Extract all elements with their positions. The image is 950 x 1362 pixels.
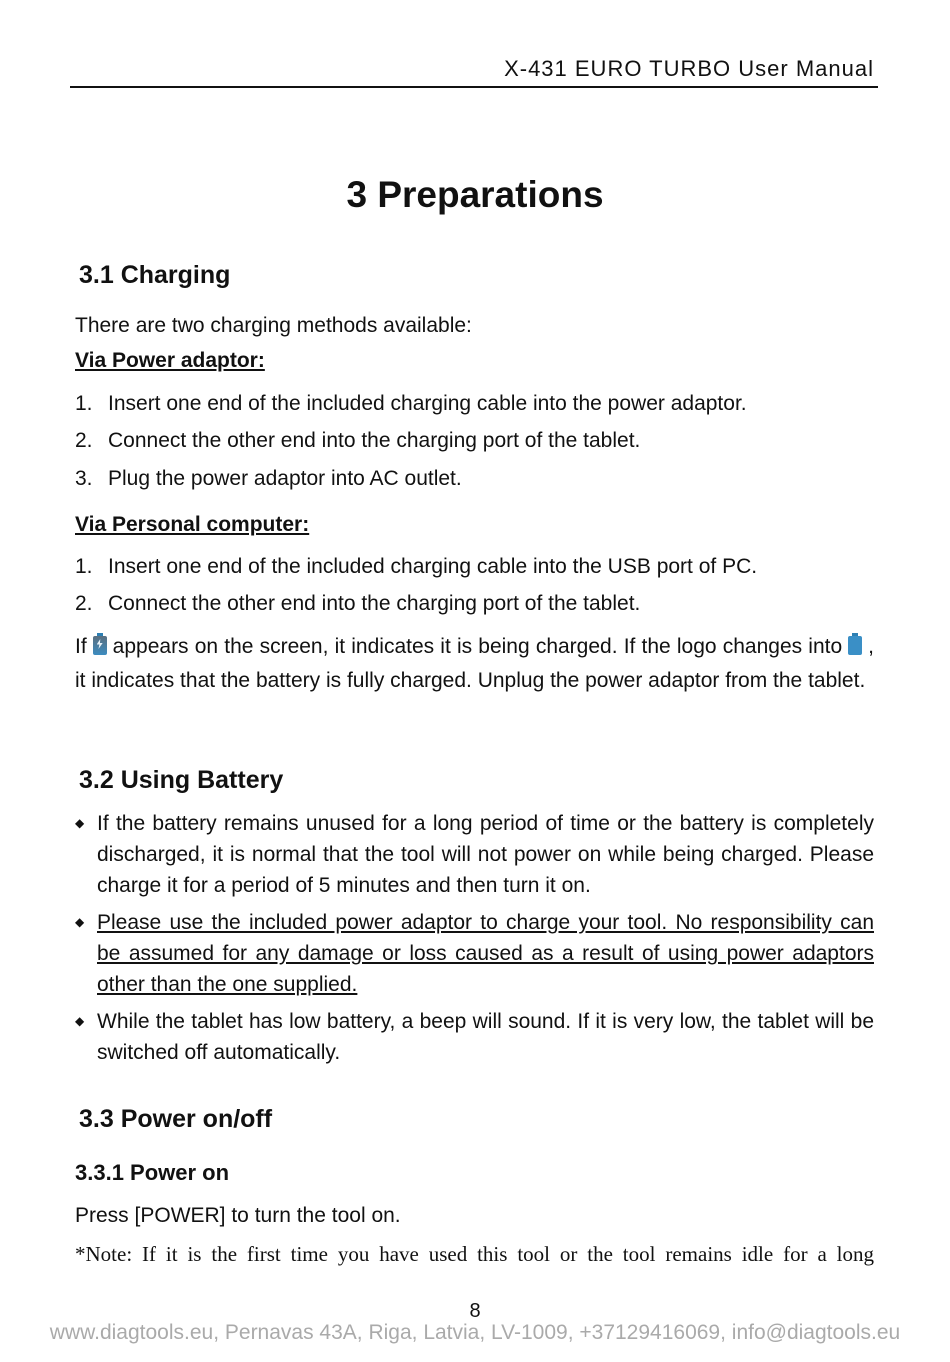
power-on-text: Press [POWER] to turn the tool on.	[75, 1204, 401, 1227]
list-item: ◆ If the battery remains unused for a long period of time or the battery is completely discharged, it is normal that the tool will not power on while being charged. Please charge it for a period of 5 minutes and then turn it on.	[75, 812, 874, 897]
list-item: 1. Insert one end of the included charging cable into the USB port of PC.	[75, 555, 758, 578]
list-item: 2. Connect the other end into the charging port of the tablet.	[75, 429, 641, 452]
section-3-2-heading: 3.2 Using Battery	[79, 766, 284, 794]
list-item: 2. Connect the other end into the charging port of the tablet.	[75, 592, 641, 615]
manual-title: X-431 EURO TURBO User Manual	[504, 56, 874, 81]
chapter-title: 3 Preparations	[346, 174, 604, 215]
pc-subheading: Via Personal computer:	[75, 513, 310, 536]
list-item: 1. Insert one end of the included charging cable into the power adaptor.	[75, 392, 747, 415]
section-3-3-1-heading: 3.3.1 Power on	[75, 1160, 230, 1185]
list-item: ◆ Please use the included power adaptor to charge your tool. No responsibility can be assumed for any damage or loss caused as a result of using power adaptors other than the one supplied.	[75, 911, 874, 996]
page-header	[70, 56, 878, 88]
page-number: 8	[469, 1300, 481, 1322]
power-adaptor-subheading: Via Power adaptor:	[75, 349, 265, 372]
charging-intro: There are two charging methods available:	[75, 314, 472, 337]
list-item: 3. Plug the power adaptor into AC outlet.	[75, 467, 462, 490]
battery-full-icon	[848, 633, 862, 655]
battery-charging-icon	[93, 633, 107, 655]
section-3-1-heading: 3.1 Charging	[79, 261, 231, 289]
list-item: ◆ While the tablet has low battery, a beep will sound. If it is very low, the tablet will be switched off automatically.	[75, 1010, 874, 1064]
footer-contact: www.diagtools.eu, Pernavas 43A, Riga, Latvia, LV-1009, +37129416069, info@diagtools.eu	[49, 1321, 901, 1344]
section-3-3-heading: 3.3 Power on/off	[79, 1105, 273, 1133]
battery-bullet-list	[75, 808, 874, 1074]
note-text: *Note: If it is the first time you have used this tool or the tool remains idle for a long	[75, 1242, 874, 1266]
charging-indicator-paragraph: If appears on the screen, it indicates it is being charged. If the logo changes into , it indicates that the battery is fully charged. Unplug the power adaptor from the tablet.	[75, 635, 874, 692]
